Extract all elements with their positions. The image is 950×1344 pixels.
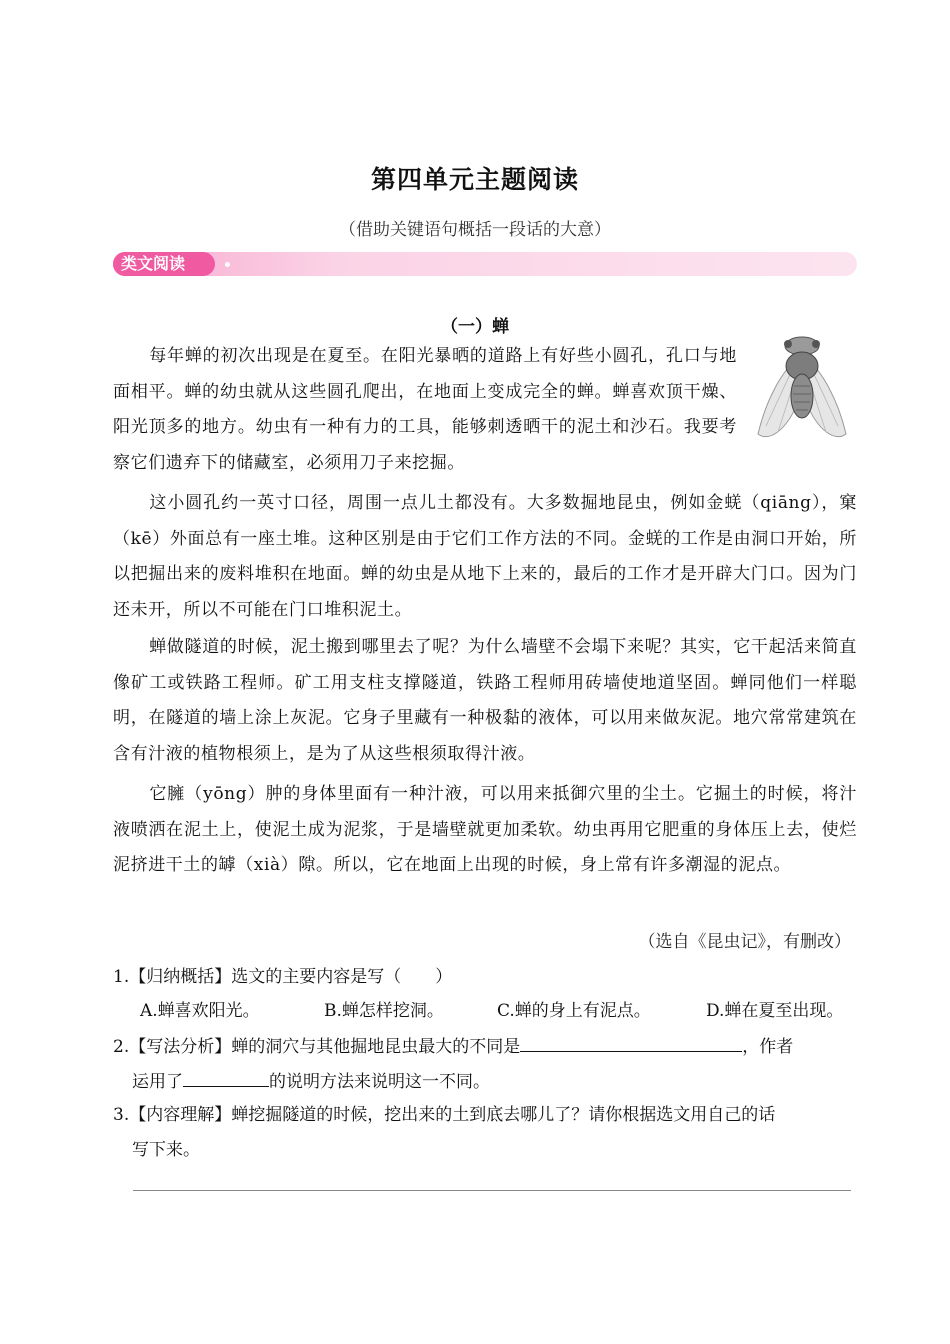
- article-paragraph: 这小圆孔约一英寸口径，周围一点儿土都没有。大多数掘地昆虫，例如金蜣（qiāng），窠（kē）外面总有一座土堆。这种区别是由于它们工作方法的不同。金蜣的工作是由洞口开始，所以把掘出来的废料堆积在地面。蝉的幼虫是从地下上来的，最后的工作才是开辟大门口。因为门还未开，所以不可能在门口堆积泥土。: [113, 493, 857, 620]
- worksheet-title: 第四单元主题阅读: [370, 165, 579, 194]
- article-source: （选自《昆虫记》，有删改）: [638, 932, 851, 952]
- answer-line[interactable]: [133, 1190, 851, 1191]
- option-d[interactable]: D.蝉在夏至出现。: [706, 1001, 844, 1021]
- option-b[interactable]: B.蝉怎样挖洞。: [324, 1001, 444, 1021]
- section-banner: [113, 252, 857, 276]
- question-3: 3.【内容理解】蝉挖掘隧道的时候，挖出来的土到底去哪儿了？请你根据选文用自己的话: [113, 1105, 776, 1125]
- article-paragraph: 它臃（yōng）肿的身体里面有一种汁液，可以用来抵御穴里的尘土。它掘土的时候，将汁液喷洒在泥土上，使泥土成为泥浆，于是墙壁就更加柔软。幼虫再用它肥重的身体压上去，使烂泥挤进干土的罅（xià）隙。所以，它在地面上出现的时候，身上常有许多潮湿的泥点。: [113, 784, 857, 875]
- worksheet-subtitle: （借助关键语句概括一段话的大意）: [339, 220, 611, 240]
- section-tag: 类文阅读: [113, 252, 215, 276]
- answer-blank-1[interactable]: [520, 1029, 742, 1052]
- article-paragraph: 每年蝉的初次出现是在夏至。在阳光暴晒的道路上有好些小圆孔，孔口与地面相平。蝉的幼虫就从这些圆孔爬出，在地面上变成完全的蝉。蝉喜欢顶干燥、阳光顶多的地方。幼虫有一种有力的工具，能够刺透晒干的泥土和沙石。我要考察它们遗弃下的储藏室，必须用刀子来挖掘。: [113, 346, 737, 473]
- answer-blank-2[interactable]: [183, 1064, 269, 1087]
- option-a[interactable]: A.蝉喜欢阳光。: [140, 1001, 260, 1021]
- banner-dot-icon: [225, 262, 230, 267]
- question-1: 1.【归纳概括】选文的主要内容是写（ ）: [113, 967, 453, 987]
- article-paragraph: 蝉做隧道的时候，泥土搬到哪里去了呢？为什么墙壁不会塌下来呢？其实，它干起活来简直像矿工或铁路工程师。矿工用支柱支撑隧道，铁路工程师用砖墙使地道坚固。蝉同他们一样聪明，在隧道的墙上涂上灰泥。它身子里藏有一种极黏的液体，可以用来做灰泥。地穴常常建筑在含有汁液的植物根须上，是为了从这些根须取得汁液。: [113, 637, 857, 764]
- question-2-continued: 运用了 的说明方法来说明这一不同。: [132, 1064, 490, 1099]
- question-3-continued: 写下来。: [132, 1140, 200, 1160]
- cicada-illustration-icon: [752, 330, 852, 458]
- article-title: （一）蝉: [441, 317, 509, 337]
- option-c[interactable]: C.蝉的身上有泥点。: [497, 1001, 651, 1021]
- question-2: 2.【写法分析】蝉的洞穴与其他掘地昆虫最大的不同是 ，作者: [113, 1029, 860, 1064]
